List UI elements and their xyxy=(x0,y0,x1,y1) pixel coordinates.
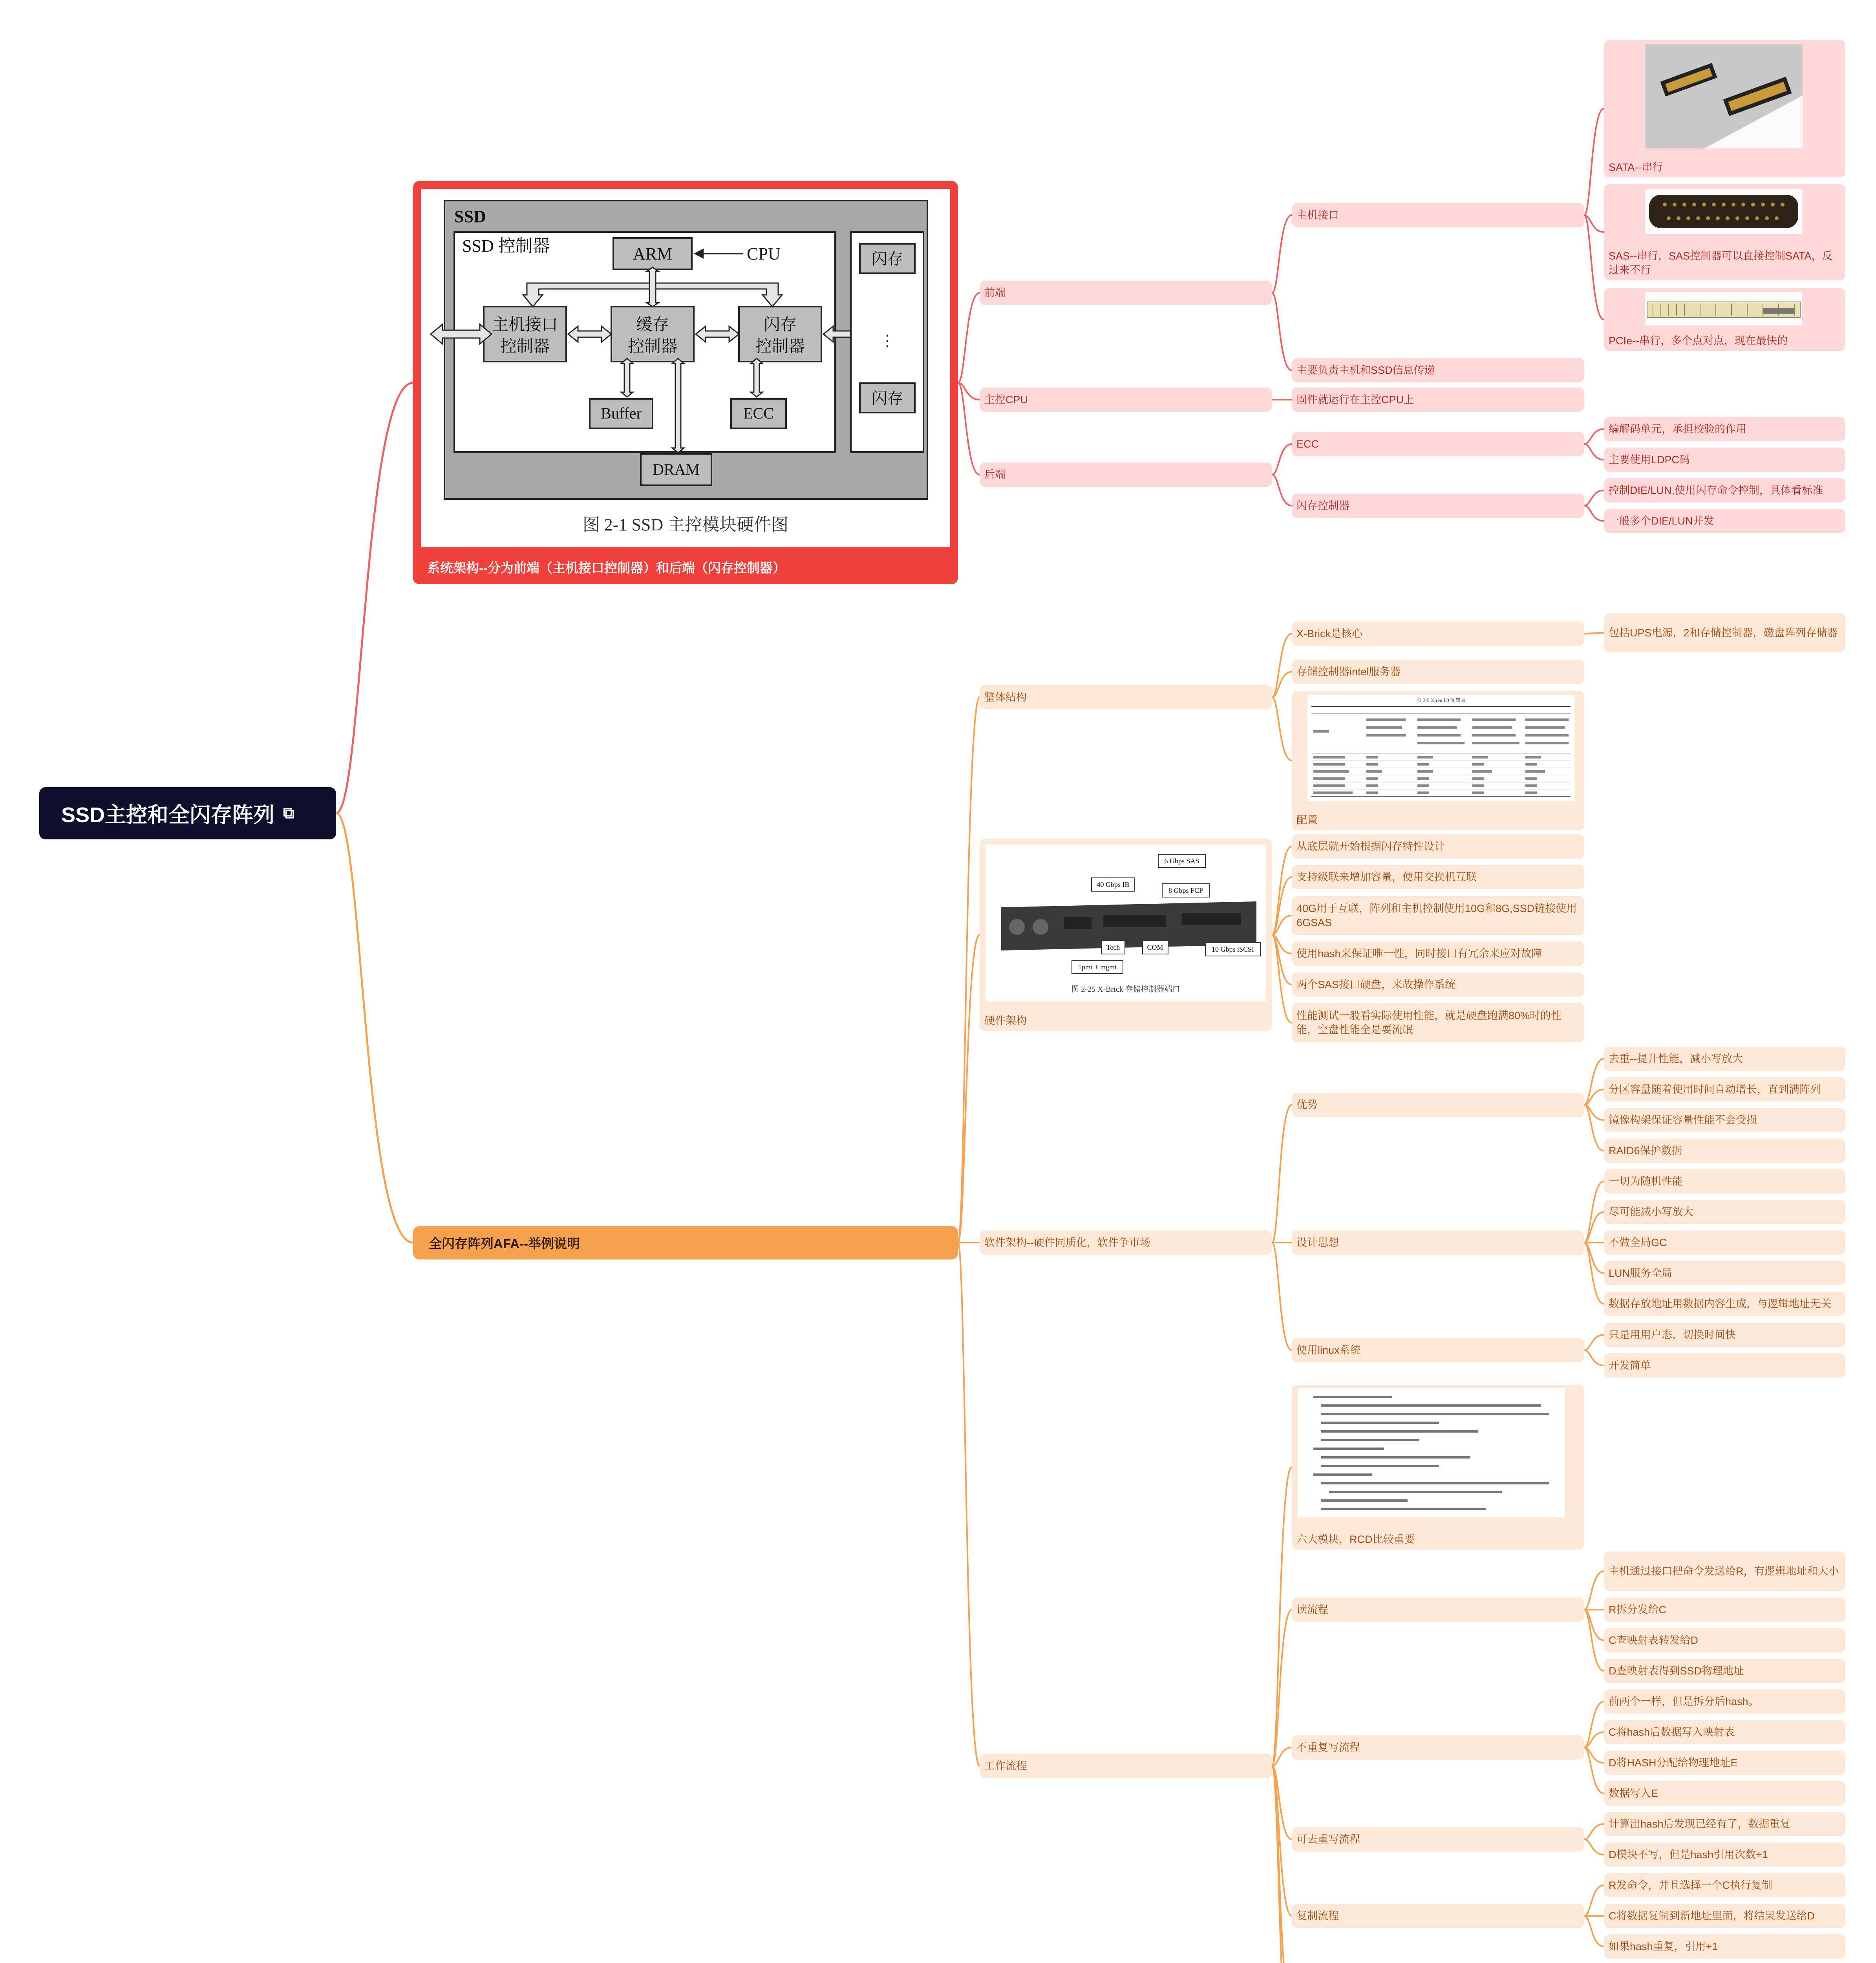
adv-l3-3 xyxy=(1584,1105,1604,1151)
topic-read-flow[interactable] xyxy=(1292,1597,1584,1622)
topic-nodedup-4[interactable] xyxy=(1604,1781,1845,1806)
topic-label: 使用linux系统 xyxy=(1296,1344,1361,1356)
branch-all-flash-array[interactable] xyxy=(413,1226,958,1259)
topic-label: ECC xyxy=(1296,438,1319,450)
topic-label: 主控CPU xyxy=(984,394,1028,406)
topic-copy-flow[interactable] xyxy=(1292,1904,1584,1928)
ssd-label: SSD xyxy=(454,207,486,226)
topic-label: 不做全局GC xyxy=(1609,1237,1667,1248)
flash-ellipsis: ⋮ xyxy=(879,332,895,349)
topic-storage-controller[interactable] xyxy=(1292,660,1584,684)
topic-label: 硬件架构 xyxy=(984,1015,1027,1027)
topic-adv-3[interactable] xyxy=(1604,1108,1845,1132)
topic-design-1[interactable] xyxy=(1604,1169,1845,1194)
topic-label: 主要使用LDPC码 xyxy=(1609,454,1690,466)
host-interface-label-2: 控制器 xyxy=(500,338,550,356)
front-l2-0 xyxy=(1272,215,1292,293)
workflow-l2-0 xyxy=(1272,1467,1292,1766)
overall-l2-0 xyxy=(1272,634,1292,697)
b2-l1-0 xyxy=(958,697,980,1243)
topic-adv-4[interactable] xyxy=(1604,1139,1845,1163)
figure-caption: 图 2-1 SSD 主控模块硬件图 xyxy=(582,515,789,534)
topic-adv-1[interactable] xyxy=(1604,1047,1845,1071)
topic-read-2[interactable] xyxy=(1604,1597,1845,1622)
topic-label: 性能测试一般看实际使用性能，就是硬盘跑满80%时的性能，空盘性能全是耍流氓 xyxy=(1296,1010,1562,1036)
controller-label: SSD 控制器 xyxy=(462,236,550,256)
xbrick-ports-image xyxy=(986,844,1266,1002)
flash-l3-1 xyxy=(1584,506,1604,521)
host-l3-0 xyxy=(1584,109,1604,215)
topic-nodedup-1[interactable] xyxy=(1604,1689,1845,1714)
root-to-branch1 xyxy=(336,383,413,813)
topic-flash-1[interactable] xyxy=(1604,478,1845,503)
topic-adv-2[interactable] xyxy=(1604,1077,1845,1102)
port-label-sas: 6 Gbps SAS xyxy=(1164,857,1199,865)
topic-label: 前两个一样，但是拆分后hash。 xyxy=(1609,1696,1759,1707)
xbrick-l3-0 xyxy=(1584,633,1604,634)
branch-label: 全闪存阵列AFA--举例说明 xyxy=(429,1236,580,1251)
topic-linux-2[interactable] xyxy=(1604,1353,1845,1378)
topic-pcie[interactable] xyxy=(1604,288,1845,351)
topic-label: PCIe--串行，多个点对点，现在最快的 xyxy=(1609,335,1788,347)
topic-label: LUN服务全局 xyxy=(1609,1267,1673,1279)
dram-label: DRAM xyxy=(652,461,700,478)
topic-copy-2[interactable] xyxy=(1604,1904,1845,1928)
topic-label: 前端 xyxy=(984,287,1006,299)
topic-label: 可去重写流程 xyxy=(1296,1833,1360,1845)
b1-l1-2 xyxy=(958,383,980,475)
topic-label: 镜像构架保证容量性能不会受损 xyxy=(1609,1114,1757,1126)
topic-label: 复制流程 xyxy=(1296,1910,1339,1922)
topic-label: 从底层就开始根据闪存特性设计 xyxy=(1296,841,1445,852)
front-l2-1 xyxy=(1272,293,1292,370)
branch-label: 系统架构--分为前端（主机接口控制器）和后端（闪存控制器） xyxy=(427,561,786,575)
topic-label: 如果hash重复，引用+1 xyxy=(1609,1941,1718,1952)
overall-l2-2 xyxy=(1272,697,1292,760)
topic-label: 配置 xyxy=(1296,814,1318,826)
topic-label: 闪存控制器 xyxy=(1296,500,1349,512)
dedup-l3-0 xyxy=(1584,1824,1604,1839)
topic-label: 主要负责主机和SSD信息传递 xyxy=(1296,364,1435,376)
topic-workflow[interactable] xyxy=(980,1754,1272,1778)
topic-hw-5[interactable] xyxy=(1292,972,1584,997)
topic-linux-1[interactable] xyxy=(1604,1323,1845,1347)
sas-connector-image xyxy=(1645,189,1802,234)
arm-label: ARM xyxy=(633,244,673,263)
port-label-ib: 40 Gbps IB xyxy=(1097,881,1130,888)
copy-l3-0 xyxy=(1584,1885,1604,1916)
topic-label: 支持级联来增加容量，使用交换机互联 xyxy=(1296,871,1477,883)
topic-read-1[interactable] xyxy=(1604,1552,1845,1591)
root-title: SSD主控和全闪存阵列 xyxy=(61,803,275,827)
topic-sas[interactable] xyxy=(1604,184,1845,280)
topic-main-cpu[interactable] xyxy=(980,387,1272,412)
root-topic[interactable] xyxy=(39,787,336,839)
topic-flash-2[interactable] xyxy=(1604,509,1845,533)
flash-chip-bottom-label: 闪存 xyxy=(872,389,903,407)
topic-nodedup-2[interactable] xyxy=(1604,1720,1845,1744)
topic-copy-1[interactable] xyxy=(1604,1873,1845,1897)
topic-label: 一切为随机性能 xyxy=(1609,1175,1683,1187)
topic-overall-structure[interactable] xyxy=(980,685,1272,709)
flash-controller-label-1: 闪存 xyxy=(763,316,797,334)
nodedup-l3-3 xyxy=(1584,1747,1604,1793)
topic-label: 主机接口 xyxy=(1296,209,1339,221)
topic-ecc[interactable] xyxy=(1292,432,1584,456)
topic-host-interface-note[interactable] xyxy=(1292,358,1584,382)
topic-label: 分区容量随着使用时间自动增长，直到满阵列 xyxy=(1609,1084,1821,1095)
adv-l3-0 xyxy=(1584,1059,1604,1105)
topic-label: 去重--提升性能，减小写放大 xyxy=(1609,1053,1743,1065)
topic-label: RAID6保护数据 xyxy=(1609,1145,1682,1157)
topic-label: 两个SAS接口硬盘，来故操作系统 xyxy=(1296,979,1456,991)
flash-l3-0 xyxy=(1584,490,1604,506)
host-l3-2 xyxy=(1584,215,1604,320)
topic-label: X-Brick是核心 xyxy=(1296,628,1362,640)
topic-label: D模块不写，但是hash引用次数+1 xyxy=(1609,1849,1768,1861)
topic-design-5[interactable] xyxy=(1604,1292,1845,1316)
topic-label: C将数据复制到新地址里面，将结果发送给D xyxy=(1609,1910,1815,1922)
topic-label: 固件就运行在主控CPU上 xyxy=(1296,394,1415,406)
topic-sata[interactable] xyxy=(1604,40,1845,177)
topic-label: 软件架构--硬件同质化，软件争市场 xyxy=(984,1237,1150,1248)
b2-l1-3 xyxy=(958,1243,980,1766)
topic-label: 六大模块，RCD比较重要 xyxy=(1296,1533,1415,1545)
topic-hw-6[interactable] xyxy=(1292,1003,1584,1042)
topic-nodedup-flow[interactable] xyxy=(1292,1735,1584,1760)
linux-l3-0 xyxy=(1584,1335,1604,1350)
topic-label: 包括UPS电源，2和存储控制器，磁盘阵列存储器 xyxy=(1609,627,1838,639)
topic-label: SATA--串行 xyxy=(1609,161,1663,173)
topic-back-end[interactable] xyxy=(980,462,1272,487)
topic-design-4[interactable] xyxy=(1604,1261,1845,1285)
port-label-com: COM xyxy=(1147,943,1163,951)
nodedup-l3-0 xyxy=(1584,1702,1604,1747)
topic-label: SAS--串行，SAS控制器可以直接控制SATA，反过来不行 xyxy=(1609,250,1833,276)
topic-read-4[interactable] xyxy=(1604,1659,1845,1683)
topic-label: 优势 xyxy=(1296,1099,1318,1111)
topic-label: 数据存放地址用数据内容生成，与逻辑地址无关 xyxy=(1609,1298,1831,1310)
pcie-slot-image xyxy=(1645,292,1802,325)
ecc-label: ECC xyxy=(743,404,774,422)
topic-label: 尽可能减小写放大 xyxy=(1609,1206,1693,1218)
topic-design-2[interactable] xyxy=(1604,1200,1845,1224)
topic-label: 存储控制器intel服务器 xyxy=(1296,666,1401,678)
topic-label: 40G用于互联，阵列和主机控制使用10G和8G,SSD链接使用6GSAS xyxy=(1296,903,1577,928)
topic-label: 一般多个DIE/LUN并发 xyxy=(1609,515,1714,527)
topic-xbrick-core[interactable] xyxy=(1292,621,1584,646)
config-table-image xyxy=(1307,695,1574,801)
topic-nodedup-3[interactable] xyxy=(1604,1751,1845,1775)
topic-label: 设计思想 xyxy=(1296,1237,1339,1248)
cpu-label: CPU xyxy=(747,244,781,263)
topic-label: 不重复写流程 xyxy=(1296,1742,1360,1753)
topic-linux[interactable] xyxy=(1292,1338,1584,1362)
root-to-branch2 xyxy=(336,813,413,1243)
topic-design[interactable] xyxy=(1292,1230,1584,1255)
read-l3-0 xyxy=(1584,1571,1604,1610)
topic-label: 工作流程 xyxy=(984,1760,1027,1772)
topic-label: D查映射表得到SSD物理地址 xyxy=(1609,1665,1744,1677)
topic-hw-4[interactable] xyxy=(1292,941,1584,966)
six-modules-text-image xyxy=(1298,1388,1565,1517)
back-l2-0 xyxy=(1272,444,1292,475)
topic-label: 读流程 xyxy=(1296,1604,1328,1616)
sw-l2-0 xyxy=(1272,1105,1292,1243)
topic-label: 数据写入E xyxy=(1609,1788,1658,1799)
ecc-l3-0 xyxy=(1584,429,1604,444)
topic-label: C查映射表转发给D xyxy=(1609,1634,1698,1646)
svg-text:表 2-5 XtremIO 配置表: 表 2-5 XtremIO 配置表 xyxy=(1416,697,1466,703)
topic-design-3[interactable] xyxy=(1604,1230,1845,1255)
topic-xbrick-detail[interactable] xyxy=(1604,613,1845,653)
topic-software[interactable] xyxy=(980,1230,1272,1255)
flash-controller-label-2: 控制器 xyxy=(755,338,805,356)
topic-ecc-1[interactable] xyxy=(1604,417,1845,441)
topic-read-3[interactable] xyxy=(1604,1628,1845,1652)
linux-l3-1 xyxy=(1584,1350,1604,1365)
flash-chip-top-label: 闪存 xyxy=(872,250,903,268)
topic-flash-controller[interactable] xyxy=(1292,493,1584,518)
topic-label: 编解码单元，承担校验的作用 xyxy=(1609,423,1746,435)
topic-label: 主机通过接口把命令发送给R，有逻辑地址和大小 xyxy=(1609,1565,1839,1577)
buffer-label: Buffer xyxy=(601,404,642,422)
b1-l1-0 xyxy=(958,293,980,383)
cache-label-1: 缓存 xyxy=(636,316,669,334)
topic-six-modules[interactable] xyxy=(1292,1385,1584,1550)
topic-hardware[interactable] xyxy=(980,839,1272,1031)
link-icon[interactable]: ⧉ xyxy=(283,804,294,822)
topic-dedup-flow[interactable] xyxy=(1292,1827,1584,1852)
topic-label: 使用hash来保证唯一性，同时接口有冗余来应对故障 xyxy=(1296,948,1542,960)
topic-label: D将HASH分配给物理地址E xyxy=(1609,1757,1738,1769)
ssd-controller-hardware-figure xyxy=(421,189,950,547)
topic-ecc-2[interactable] xyxy=(1604,448,1845,472)
topic-label: C将hash后数据写入映射表 xyxy=(1609,1726,1735,1738)
sw-l2-2 xyxy=(1272,1243,1292,1350)
branch-system-architecture[interactable] xyxy=(413,181,958,584)
topic-front-end[interactable] xyxy=(980,281,1272,305)
cache-label-2: 控制器 xyxy=(627,338,678,356)
host-interface-label-1: 主机接口 xyxy=(492,316,558,334)
topic-hw-1[interactable] xyxy=(1292,834,1584,859)
port-label-tech: Tech xyxy=(1106,943,1120,951)
back-l2-1 xyxy=(1272,475,1292,506)
sata-connector-image xyxy=(1645,44,1802,148)
topic-hw-3[interactable] xyxy=(1292,896,1584,935)
topic-host-interface[interactable] xyxy=(1292,203,1584,227)
topic-dedup-2[interactable] xyxy=(1604,1842,1845,1867)
topic-hw-2[interactable] xyxy=(1292,865,1584,889)
copy-l3-2 xyxy=(1584,1916,1604,1947)
topic-firmware[interactable] xyxy=(1292,387,1584,412)
topic-copy-3[interactable] xyxy=(1604,1934,1845,1959)
topic-label: 后端 xyxy=(984,469,1006,481)
topic-label: R发命令，并且选择一个C执行复制 xyxy=(1609,1879,1772,1891)
topic-label: R拆分发给C xyxy=(1609,1604,1666,1616)
topic-advantage[interactable] xyxy=(1292,1093,1584,1117)
topic-config[interactable] xyxy=(1292,691,1584,830)
topic-label: 计算出hash后发现已经有了，数据重复 xyxy=(1609,1818,1791,1830)
ecc-l3-1 xyxy=(1584,444,1604,460)
dedup-l3-1 xyxy=(1584,1839,1604,1855)
topic-label: 开发简单 xyxy=(1609,1360,1651,1371)
port-label-iscsi: 10 Gbps iSCSI xyxy=(1211,945,1254,953)
topic-dedup-1[interactable] xyxy=(1604,1812,1845,1836)
port-label-ipmi: 1pmi + mgmt xyxy=(1078,963,1117,971)
topic-label: 控制DIE/LUN,使用闪存命令控制，具体看标准 xyxy=(1609,484,1823,496)
ports-caption: 图 2-25 X-Brick 存储控制器端口 xyxy=(1071,985,1180,994)
topic-label: 只是用用户态，切换时间快 xyxy=(1609,1329,1736,1341)
topic-label: 整体结构 xyxy=(984,691,1027,703)
port-label-fcp: 8 Gbps FCP xyxy=(1168,886,1203,894)
